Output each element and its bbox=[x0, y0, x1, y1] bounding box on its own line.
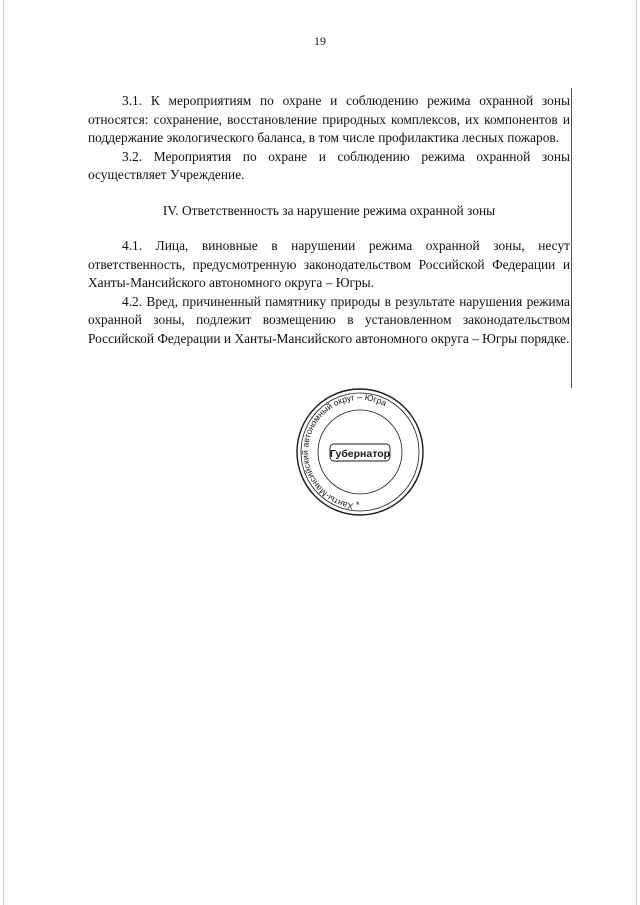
document-body bbox=[88, 92, 570, 348]
scan-edge-right bbox=[636, 0, 637, 905]
scan-fold-line bbox=[571, 88, 572, 388]
page-number: 19 bbox=[314, 34, 326, 48]
seal-star-icon: * bbox=[356, 500, 360, 510]
paragraph-4-1: 4.1. Лица, виновные в нарушении режима охранной зоны, несут ответственность, предусмотренную законодательством Российской Федерации и Ханты-Мансийского автономного округа – Югры. bbox=[88, 238, 570, 290]
paragraph-3-2: 3.2. Мероприятия по охране и соблюдению режима охранной зоны осуществляет Учреждение. bbox=[88, 148, 570, 182]
section-heading: IV. Ответственность за нарушение режима охранной зоны bbox=[162, 202, 496, 218]
paragraph-4-2: 4.2. Вред, причиненный памятнику природы в результате нарушения режима охранной зоны, подлежит возмещению в установленном законодательством Российской Федерации и Ханты-Мансийского автономного округа – Югры порядке. bbox=[88, 293, 570, 346]
paragraph-3-1: 3.1. К мероприятиям по охране и соблюдению режима охранной зоны относятся: сохранение, восстановление природных комплексов, их компонентов и поддержание экологического баланса, в том числе профилактика лесных пожаров. bbox=[88, 93, 570, 145]
seal-ring-text: Ханты-Мансийский автономный округ – Югра bbox=[300, 391, 389, 512]
scan-edge-left bbox=[3, 0, 4, 905]
seal-center-text: Губернатор bbox=[329, 448, 391, 460]
official-seal bbox=[290, 386, 430, 516]
